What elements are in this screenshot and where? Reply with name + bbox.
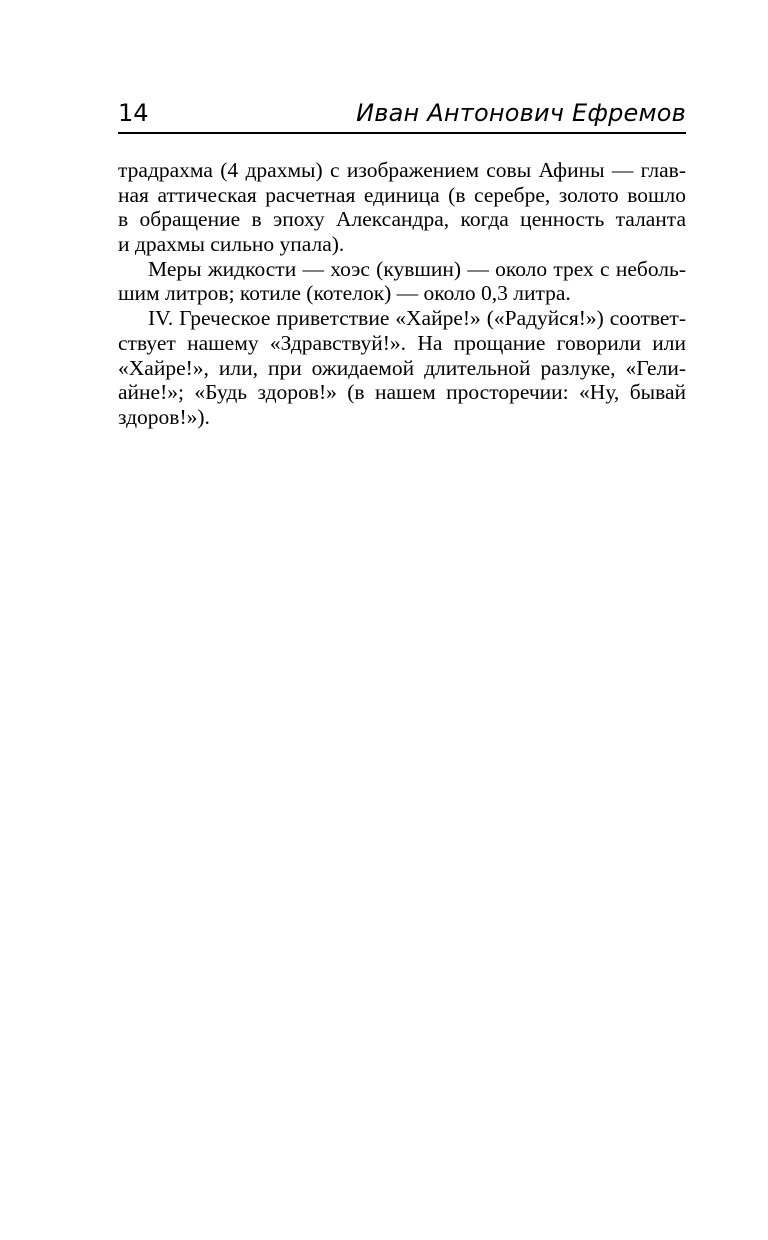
text-line: ствует нашему «Здравствуй!». На прощание говорили или — [118, 330, 686, 355]
text-line: «Хайре!», или, при ожидаемой длительной разлуке, «Гели- — [118, 355, 686, 380]
main-text — [118, 158, 686, 430]
text-line: в обращение в эпоху Александра, когда ценность таланта — [118, 207, 686, 232]
text-line: шим литров; котиле (котелок) — около 0,3 литра. — [118, 281, 571, 306]
text-line: айне!»; «Будь здоров!» (в нашем просторечии: «Ну, бывай — [118, 380, 686, 405]
text-line: традрахма (4 драхмы) с изображением совы Афины — глав- — [118, 158, 686, 182]
text-line: здоров!»). — [118, 404, 210, 429]
text-line: ная аттическая расчетная единица (в серебре, золото вошло — [118, 182, 686, 207]
text-line: Меры жидкости — хоэс (кувшин) — около трех с неболь- — [148, 256, 686, 281]
page-number: 14 — [118, 99, 149, 127]
text-line: IV. Греческое приветствие «Хайре!» («Радуйся!») соответ- — [148, 306, 686, 331]
running-title: Иван Антонович Ефремов — [356, 99, 686, 127]
running-header — [118, 96, 686, 134]
text-line: и драхмы сильно упала). — [118, 232, 345, 257]
